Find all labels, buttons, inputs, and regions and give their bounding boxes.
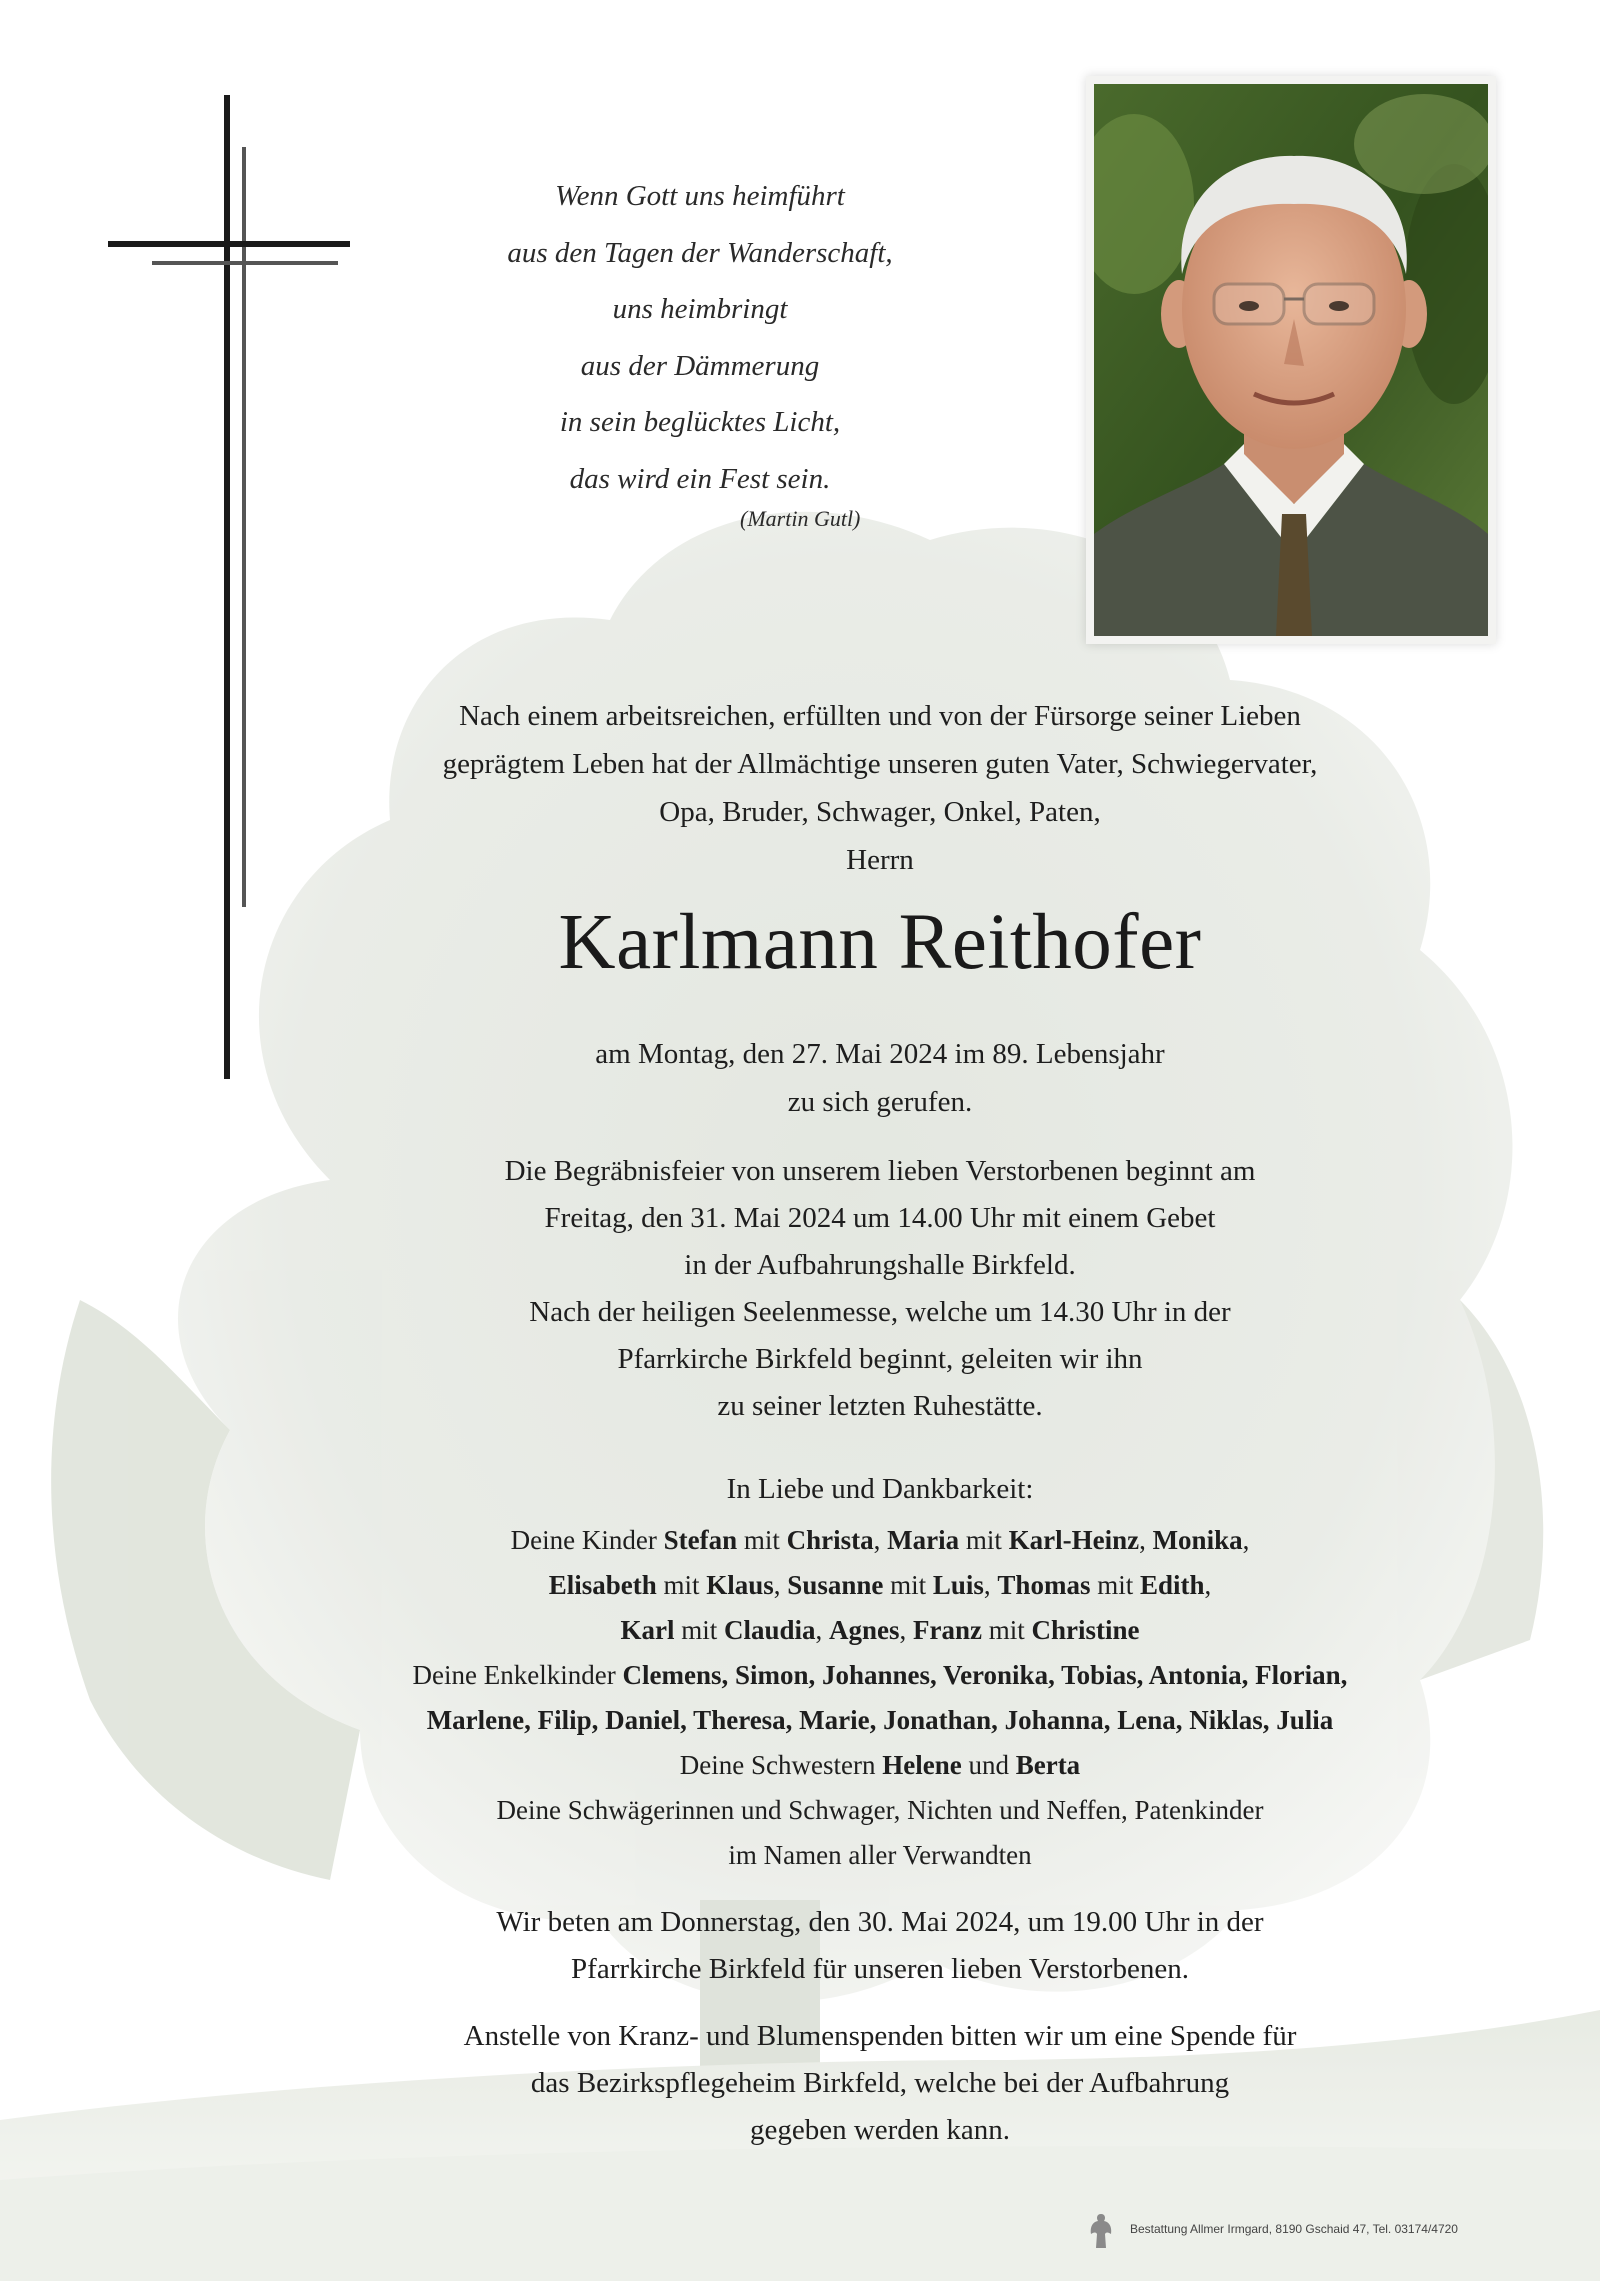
connector: mit <box>1090 1570 1140 1600</box>
angel-icon <box>1088 2212 1114 2250</box>
sisters-line <box>330 1743 1430 1788</box>
funeral-line: Nach der heiligen Seelenmesse, welche um 14.30 Uhr in der <box>529 1296 1231 1328</box>
quote-author: (Martin Gutl) <box>740 506 861 531</box>
death-line: zu sich gerufen. <box>787 1086 973 1118</box>
other-relatives-line: Deine Schwägerinnen und Schwager, Nichten und Neffen, Patenkinder <box>496 1795 1264 1825</box>
spouse-name: Klaus <box>706 1570 774 1600</box>
quote-line: das wird ein Fest sein. <box>569 462 831 495</box>
donation-line: das Bezirkspflegeheim Birkfeld, welche bei der Aufbahrung <box>530 2067 1230 2099</box>
connector: und <box>961 1750 1016 1780</box>
rosary-line: Wir beten am Donnerstag, den 30. Mai 2024, um 19.00 Uhr in der <box>496 1906 1264 1938</box>
mourners-title-text: In Liebe und Dankbarkeit: <box>726 1473 1034 1505</box>
grandchildren-line <box>330 1653 1430 1698</box>
spouse-name: Edith <box>1139 1570 1205 1600</box>
spouse-name: Claudia <box>723 1615 816 1645</box>
death-text <box>330 1030 1430 1126</box>
child-name: Monika <box>1152 1525 1243 1555</box>
grandchildren-names: Marlene, Filip, Daniel, Theresa, Marie, Jonathan, Johanna, Lena, Niklas, Julia <box>426 1705 1334 1735</box>
sister-name: Helene <box>882 1750 962 1780</box>
child-name: Stefan <box>663 1525 738 1555</box>
funeral-line: zu seiner letzten Ruhestätte. <box>717 1390 1043 1422</box>
quote-block <box>440 168 960 507</box>
child-name: Karl <box>620 1615 675 1645</box>
funeral-line: in der Aufbahrungshalle Birkfeld. <box>684 1249 1076 1281</box>
connector: mit <box>737 1525 787 1555</box>
grandchildren-names: Clemens, Simon, Johannes, Veronika, Tobias, Antonia, Florian, <box>622 1660 1348 1690</box>
connector: mit <box>982 1615 1032 1645</box>
quote-line: in sein beglücktes Licht, <box>559 406 841 438</box>
connector: mit <box>959 1525 1009 1555</box>
child-name: Susanne <box>787 1570 884 1600</box>
funeral-line: Freitag, den 31. Mai 2024 um 14.00 Uhr mit einem Gebet <box>544 1202 1216 1234</box>
intro-line: Opa, Bruder, Schwager, Onkel, Paten, <box>659 796 1101 828</box>
quote-line: aus den Tagen der Wanderschaft, <box>507 236 893 269</box>
separator: , <box>1204 1570 1212 1600</box>
children-line <box>330 1563 1430 1608</box>
connector: mit <box>883 1570 933 1600</box>
children-prefix: Deine Kinder <box>510 1525 664 1555</box>
separator: , <box>899 1615 914 1645</box>
connector: mit <box>656 1570 707 1600</box>
spouse-name: Luis <box>932 1570 984 1600</box>
intro-text <box>330 692 1430 884</box>
separator: , <box>773 1570 788 1600</box>
spouse-name: Christine <box>1031 1615 1140 1645</box>
portrait-photo <box>1094 84 1488 636</box>
separator: , <box>1242 1525 1250 1555</box>
undertaker-text: Bestattung Allmer Irmgard, 8190 Gschaid 47, Tel. 03174/4720 <box>1130 2222 1458 2236</box>
mourners-list <box>330 1518 1430 1878</box>
donation-line: gegeben werden kann. <box>749 2114 1011 2146</box>
sister-name: Berta <box>1015 1750 1081 1780</box>
cross-icon <box>100 95 360 1085</box>
child-name: Thomas <box>997 1570 1091 1600</box>
quote-line: aus der Dämmerung <box>580 349 820 382</box>
child-name: Elisabeth <box>548 1570 657 1600</box>
sisters-prefix: Deine Schwestern <box>679 1750 883 1780</box>
funeral-line: Die Begräbnisfeier von unserem lieben Verstorbenen beginnt am <box>504 1155 1256 1187</box>
grandchildren-line <box>330 1698 1430 1743</box>
child-name: Agnes <box>829 1615 900 1645</box>
donation-line: Anstelle von Kranz- und Blumenspenden bitten wir um eine Spende für <box>463 2020 1297 2052</box>
spouse-name: Karl-Heinz <box>1008 1525 1140 1555</box>
rosary-text <box>330 1899 1430 1993</box>
separator: , <box>873 1525 888 1555</box>
portrait-frame <box>1086 76 1496 644</box>
rosary-line: Pfarrkirche Birkfeld für unseren lieben Verstorbenen. <box>571 1953 1189 1985</box>
children-line <box>330 1608 1430 1653</box>
child-name: Franz <box>913 1615 983 1645</box>
funeral-text <box>330 1148 1430 1430</box>
intro-line: geprägtem Leben hat der Allmächtige unseren guten Vater, Schwiegervater, <box>442 748 1318 780</box>
spouse-name: Christa <box>786 1525 874 1555</box>
child-name: Maria <box>887 1525 960 1555</box>
deceased-name: Karlmann Reithofer <box>558 899 1202 986</box>
connector: mit <box>674 1615 724 1645</box>
intro-line: Herrn <box>846 844 914 876</box>
death-line: am Montag, den 27. Mai 2024 im 89. Lebensjahr <box>595 1038 1165 1070</box>
undertaker-footer <box>1088 2212 1508 2252</box>
intro-line: Nach einem arbeitsreichen, erfüllten und von der Fürsorge seiner Lieben <box>459 700 1301 732</box>
closing-line: im Namen aller Verwandten <box>728 1840 1032 1870</box>
separator: , <box>815 1615 830 1645</box>
grandchildren-prefix: Deine Enkelkinder <box>412 1660 623 1690</box>
mourners-title <box>330 1466 1430 1512</box>
quote-line: Wenn Gott uns heimführt <box>555 180 845 212</box>
funeral-line: Pfarrkirche Birkfeld beginnt, geleiten wir ihn <box>617 1343 1143 1375</box>
quote-line: uns heimbringt <box>612 293 788 325</box>
children-line <box>330 1518 1430 1563</box>
donation-text <box>330 2013 1430 2154</box>
separator: , <box>983 1570 998 1600</box>
separator: , <box>1139 1525 1153 1555</box>
